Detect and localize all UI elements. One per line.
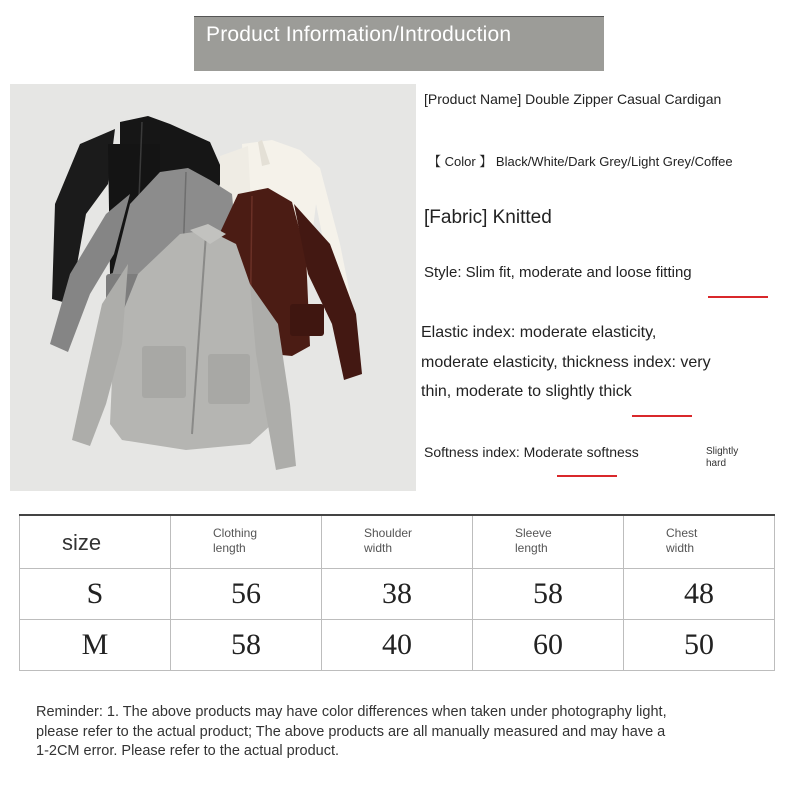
size-cell: S bbox=[20, 569, 171, 620]
softness-index: Softness index: Moderate softness bbox=[424, 444, 639, 460]
clothing-length-label-2: length bbox=[213, 541, 246, 555]
size-table bbox=[19, 514, 775, 671]
table-row bbox=[20, 620, 775, 671]
size-cell: M bbox=[20, 620, 171, 671]
title-banner bbox=[194, 16, 604, 71]
softness-underline bbox=[557, 475, 617, 477]
banner-title: Product Information/Introduction bbox=[206, 23, 512, 46]
header-sleeve-length bbox=[473, 515, 624, 569]
softness-note-line2: hard bbox=[706, 458, 727, 469]
product-photo bbox=[10, 84, 416, 491]
chest-width-cell: 48 bbox=[624, 569, 775, 620]
reminder-text bbox=[36, 703, 766, 762]
style-underline bbox=[708, 296, 768, 298]
clothing-length-cell: 56 bbox=[171, 569, 322, 620]
product-style: Style: Slim fit, moderate and loose fitting bbox=[424, 264, 692, 281]
header-clothing-length bbox=[171, 515, 322, 569]
softness-note-line1: Slightly bbox=[706, 446, 739, 457]
product-colors: 【 Color 】 Black/White/Dark Grey/Light Grey/Coffee bbox=[428, 154, 733, 169]
shoulder-width-label-1: Shoulder bbox=[364, 526, 413, 540]
elastic-index-line1: Elastic index: moderate elasticity, bbox=[421, 324, 657, 341]
sleeve-length-cell: 60 bbox=[473, 620, 624, 671]
reminder-line1: Reminder: 1. The above products may have color differences when taken under photography light, bbox=[36, 704, 667, 720]
size-header-label: size bbox=[62, 530, 102, 555]
elastic-underline bbox=[632, 415, 692, 417]
shoulder-width-cell: 40 bbox=[322, 620, 473, 671]
table-row bbox=[20, 569, 775, 620]
size-table-header bbox=[20, 515, 775, 569]
product-name: [Product Name] Double Zipper Casual Cardigan bbox=[424, 91, 722, 107]
elastic-index-line2: moderate elasticity, thickness index: very bbox=[421, 354, 711, 371]
shoulder-width-cell: 38 bbox=[322, 569, 473, 620]
shoulder-width-label-2: width bbox=[364, 541, 393, 555]
softness-note bbox=[706, 446, 738, 470]
header-chest-width bbox=[624, 515, 775, 569]
reminder-line3: 1-2CM error. Please refer to the actual product. bbox=[36, 743, 340, 759]
clothing-length-cell: 58 bbox=[171, 620, 322, 671]
sleeve-length-label-1: Sleeve bbox=[515, 526, 552, 540]
product-fabric: [Fabric] Knitted bbox=[424, 207, 552, 228]
clothing-length-label-1: Clothing bbox=[213, 526, 258, 540]
sleeve-length-cell: 58 bbox=[473, 569, 624, 620]
chest-width-label-2: width bbox=[666, 541, 695, 555]
cardigans-illustration bbox=[10, 84, 416, 491]
sleeve-length-label-2: length bbox=[515, 541, 548, 555]
header-shoulder-width bbox=[322, 515, 473, 569]
elastic-index-line3: thin, moderate to slightly thick bbox=[421, 383, 632, 400]
header-size bbox=[20, 515, 171, 569]
chest-width-label-1: Chest bbox=[666, 526, 698, 540]
reminder-line2: please refer to the actual product; The above products are all manually measured and may have a bbox=[36, 723, 666, 740]
chest-width-cell: 50 bbox=[624, 620, 775, 671]
